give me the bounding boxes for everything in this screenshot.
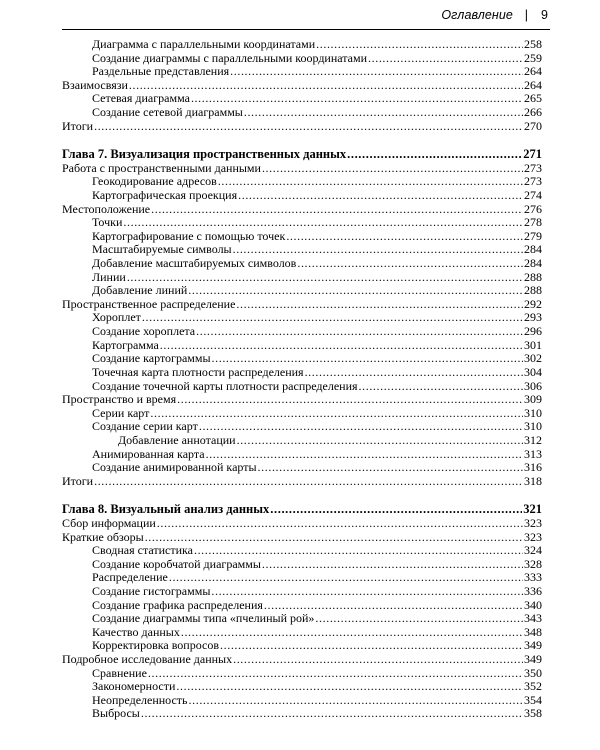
entry-title: Итоги — [62, 118, 94, 133]
entry-title: Создание картограммы — [92, 351, 211, 366]
toc-entry[interactable] — [62, 106, 542, 120]
toc-entry[interactable] — [62, 366, 542, 380]
entry-title: Сводная статистика — [92, 543, 193, 558]
entry-page: 310 — [524, 419, 542, 434]
toc-entry[interactable] — [62, 599, 542, 613]
entry-title: Создание анимированной карты — [92, 460, 257, 475]
dot-leader — [286, 230, 523, 244]
entry-page: 328 — [524, 556, 542, 571]
dot-leader — [368, 52, 523, 66]
toc-entry[interactable] — [62, 230, 542, 244]
dot-leader — [262, 162, 523, 176]
dot-leader — [218, 175, 523, 189]
toc-entry[interactable] — [62, 558, 542, 572]
dot-leader — [196, 325, 523, 339]
toc-entry[interactable] — [62, 189, 542, 203]
entry-title: Сравнение — [92, 665, 147, 680]
dot-leader — [233, 653, 523, 667]
toc-entry[interactable] — [62, 407, 542, 421]
toc-entry[interactable] — [62, 461, 542, 475]
entry-page: 274 — [524, 187, 542, 202]
section-gap — [62, 488, 542, 502]
entry-page: 348 — [524, 624, 542, 639]
toc-entry[interactable] — [62, 52, 542, 66]
entry-title: Сбор информации — [62, 515, 156, 530]
entry-title: Неопределенность — [92, 692, 188, 707]
entry-title: Раздельные представления — [92, 64, 230, 79]
section-gap — [62, 133, 542, 147]
entry-page: 292 — [524, 296, 542, 311]
dot-leader — [211, 585, 523, 599]
entry-title: Работа с пространственными данными — [62, 160, 261, 175]
entry-page: 358 — [524, 706, 542, 721]
dot-leader — [127, 271, 523, 285]
entry-page: 302 — [524, 351, 542, 366]
dot-leader — [233, 243, 523, 257]
entry-page: 264 — [524, 64, 542, 79]
entry-page: 265 — [524, 91, 542, 106]
toc-entry[interactable] — [62, 707, 542, 721]
entry-title: Картографическая проекция — [92, 187, 238, 202]
dot-leader — [220, 639, 523, 653]
entry-page: 310 — [524, 405, 542, 420]
dot-leader — [237, 434, 523, 448]
toc-entry[interactable] — [62, 448, 542, 462]
toc-entry[interactable] — [62, 79, 542, 93]
entry-page: 349 — [524, 651, 542, 666]
entry-title: Создание точечной карты плотности распределения — [92, 378, 358, 393]
toc-chapter-7[interactable] — [62, 147, 542, 162]
entry-title: Подробное исследование данных — [62, 651, 233, 666]
entry-page: 316 — [524, 460, 542, 475]
toc-entry[interactable] — [62, 38, 542, 52]
dot-leader — [305, 366, 523, 380]
entry-page: 343 — [524, 611, 542, 626]
dot-leader — [157, 517, 523, 531]
entry-title: Точечная карта плотности распределения — [92, 364, 304, 379]
toc-entry[interactable] — [62, 175, 542, 189]
entry-title: Местоположение — [62, 201, 151, 216]
toc-entry[interactable] — [62, 680, 542, 694]
header-separator: | — [524, 8, 528, 22]
entry-title: Картографирование с помощью точек — [92, 228, 286, 243]
entry-title: Добавление линий — [92, 283, 188, 298]
toc-entry[interactable] — [62, 585, 542, 599]
toc-entry[interactable] — [62, 544, 542, 558]
entry-page: 301 — [524, 337, 542, 352]
entry-title: Создание диаграммы типа «пчелиный рой» — [92, 611, 315, 626]
dot-leader — [169, 571, 523, 585]
toc-entry[interactable] — [62, 571, 542, 585]
toc-entry[interactable] — [62, 653, 542, 667]
entry-page: 264 — [524, 77, 542, 92]
toc-entry[interactable] — [62, 694, 542, 708]
toc-entry[interactable] — [62, 475, 542, 489]
toc-entry[interactable] — [62, 284, 542, 298]
toc-entry[interactable] — [62, 65, 542, 79]
entry-title: Создание хороплета — [92, 324, 196, 339]
entry-title: Пространственное распределение — [62, 296, 236, 311]
entry-title: Создание гистограммы — [92, 583, 211, 598]
entry-title: Точки — [92, 215, 123, 230]
toc-entry[interactable] — [62, 243, 542, 257]
entry-title: Сетевая диаграмма — [92, 91, 190, 106]
entry-page: 258 — [524, 37, 542, 51]
toc-entry[interactable] — [62, 380, 542, 394]
dot-leader — [145, 531, 523, 545]
entry-page: 259 — [524, 50, 542, 65]
entry-page: 352 — [524, 679, 542, 694]
dot-leader — [141, 707, 523, 721]
dot-leader — [262, 558, 523, 572]
entry-page: 323 — [524, 529, 542, 544]
entry-title: Качество данных — [92, 624, 180, 639]
toc-entry[interactable] — [62, 352, 542, 366]
entry-page: 273 — [524, 160, 542, 175]
entry-title: Выбросы — [92, 706, 140, 721]
entry-page: 313 — [524, 446, 542, 461]
entry-page: 306 — [524, 378, 542, 393]
entry-title: Создание коробчатой диаграммы — [92, 556, 261, 571]
entry-page: 324 — [524, 543, 542, 558]
dot-leader — [160, 339, 523, 353]
dot-leader — [206, 448, 523, 462]
table-of-contents — [62, 38, 542, 721]
dot-leader — [94, 120, 523, 134]
dot-leader — [316, 38, 523, 52]
dot-leader — [150, 407, 523, 421]
toc-entry[interactable] — [62, 216, 542, 230]
dot-leader — [177, 393, 523, 407]
chapter-title: Глава 7. Визуализация пространственных данных — [62, 146, 347, 161]
entry-page: 350 — [524, 665, 542, 680]
entry-page: 288 — [524, 269, 542, 284]
toc-entry[interactable] — [62, 667, 542, 681]
dot-leader — [151, 203, 523, 217]
entry-title: Закономерности — [92, 679, 176, 694]
toc-entry[interactable] — [62, 626, 542, 640]
dot-leader — [176, 680, 523, 694]
dot-leader — [238, 189, 523, 203]
toc-chapter-8[interactable] — [62, 502, 542, 517]
entry-page: 266 — [524, 105, 542, 120]
entry-title: Масштабируемые символы — [92, 242, 232, 257]
dot-leader — [212, 352, 523, 366]
dot-leader — [194, 544, 523, 558]
dot-leader — [191, 92, 523, 106]
entry-page: 284 — [524, 256, 542, 271]
chapter-page: 321 — [523, 501, 542, 516]
entry-title: Создание диаграммы с параллельными координатами — [92, 50, 368, 65]
entry-title: Анимированная карта — [92, 446, 205, 461]
dot-leader — [230, 65, 523, 79]
entry-page: 288 — [524, 283, 542, 298]
toc-entry[interactable] — [62, 612, 542, 626]
running-header — [0, 0, 600, 34]
entry-title: Взаимосвязи — [62, 77, 128, 92]
toc-section-b — [62, 162, 542, 489]
dot-leader — [148, 667, 523, 681]
entry-title: Геокодирование адресов — [92, 174, 217, 189]
entry-title: Создание сетевой диаграммы — [92, 105, 243, 120]
chapter-title: Глава 8. Визуальный анализ данных — [62, 501, 270, 516]
dot-leader — [142, 311, 523, 325]
entry-page: 323 — [524, 515, 542, 530]
entry-title: Диаграмма с параллельными координатами — [92, 37, 316, 51]
entry-page: 293 — [524, 310, 542, 325]
entry-title: Распределение — [92, 570, 168, 585]
dot-leader — [270, 502, 522, 517]
entry-title: Линии — [92, 269, 126, 284]
entry-title: Создание графика распределения — [92, 597, 263, 612]
dot-leader — [264, 599, 523, 613]
toc-entry[interactable] — [62, 311, 542, 325]
toc-entry[interactable] — [62, 339, 542, 353]
toc-section-c — [62, 517, 542, 721]
toc-entry[interactable] — [62, 325, 542, 339]
toc-entry[interactable] — [62, 162, 542, 176]
toc-entry[interactable] — [62, 257, 542, 271]
entry-page: 304 — [524, 364, 542, 379]
toc-entry[interactable] — [62, 203, 542, 217]
entry-title: Корректировка вопросов — [92, 638, 220, 653]
header-title: Оглавление — [441, 8, 513, 22]
toc-entry[interactable] — [62, 639, 542, 653]
dot-leader — [123, 216, 523, 230]
toc-entry[interactable] — [62, 531, 542, 545]
entry-title: Серии карт — [92, 405, 150, 420]
entry-title: Хороплет — [92, 310, 141, 325]
dot-leader — [347, 147, 522, 162]
entry-page: 279 — [524, 228, 542, 243]
entry-page: 340 — [524, 597, 542, 612]
toc-entry[interactable] — [62, 517, 542, 531]
dot-leader — [129, 79, 523, 93]
page-number: 9 — [541, 8, 548, 22]
toc-entry[interactable] — [62, 92, 542, 106]
chapter-page: 271 — [523, 146, 542, 161]
entry-title: Создание серии карт — [92, 419, 198, 434]
dot-leader — [258, 461, 523, 475]
entry-page: 284 — [524, 242, 542, 257]
toc-entry[interactable] — [62, 120, 542, 134]
dot-leader — [244, 106, 523, 120]
entry-page: 336 — [524, 583, 542, 598]
entry-title: Добавление масштабируемых символов — [92, 256, 297, 271]
dot-leader — [188, 284, 523, 298]
entry-page: 309 — [524, 392, 542, 407]
toc-entry[interactable] — [62, 434, 542, 448]
dot-leader — [94, 475, 523, 489]
dot-leader — [297, 257, 523, 271]
entry-title: Итоги — [62, 473, 94, 488]
entry-title: Пространство и время — [62, 392, 177, 407]
dot-leader — [189, 694, 523, 708]
dot-leader — [181, 626, 523, 640]
entry-page: 354 — [524, 692, 542, 707]
entry-page: 296 — [524, 324, 542, 339]
dot-leader — [315, 612, 523, 626]
entry-page: 273 — [524, 174, 542, 189]
toc-entry[interactable] — [62, 393, 542, 407]
toc-section-a — [62, 38, 542, 133]
entry-page: 312 — [524, 432, 542, 447]
entry-title: Картограмма — [92, 337, 159, 352]
toc-entry[interactable] — [62, 420, 542, 434]
toc-entry[interactable] — [62, 298, 542, 312]
dot-leader — [359, 380, 523, 394]
entry-page: 276 — [524, 201, 542, 216]
entry-page: 278 — [524, 215, 542, 230]
entry-page: 318 — [524, 473, 542, 488]
entry-page: 270 — [524, 118, 542, 133]
entry-title: Добавление аннотации — [118, 432, 236, 447]
header-rule — [62, 29, 550, 30]
entry-page: 349 — [524, 638, 542, 653]
entry-title: Краткие обзоры — [62, 529, 144, 544]
entry-page: 333 — [524, 570, 542, 585]
toc-entry[interactable] — [62, 271, 542, 285]
dot-leader — [199, 420, 523, 434]
dot-leader — [236, 298, 523, 312]
